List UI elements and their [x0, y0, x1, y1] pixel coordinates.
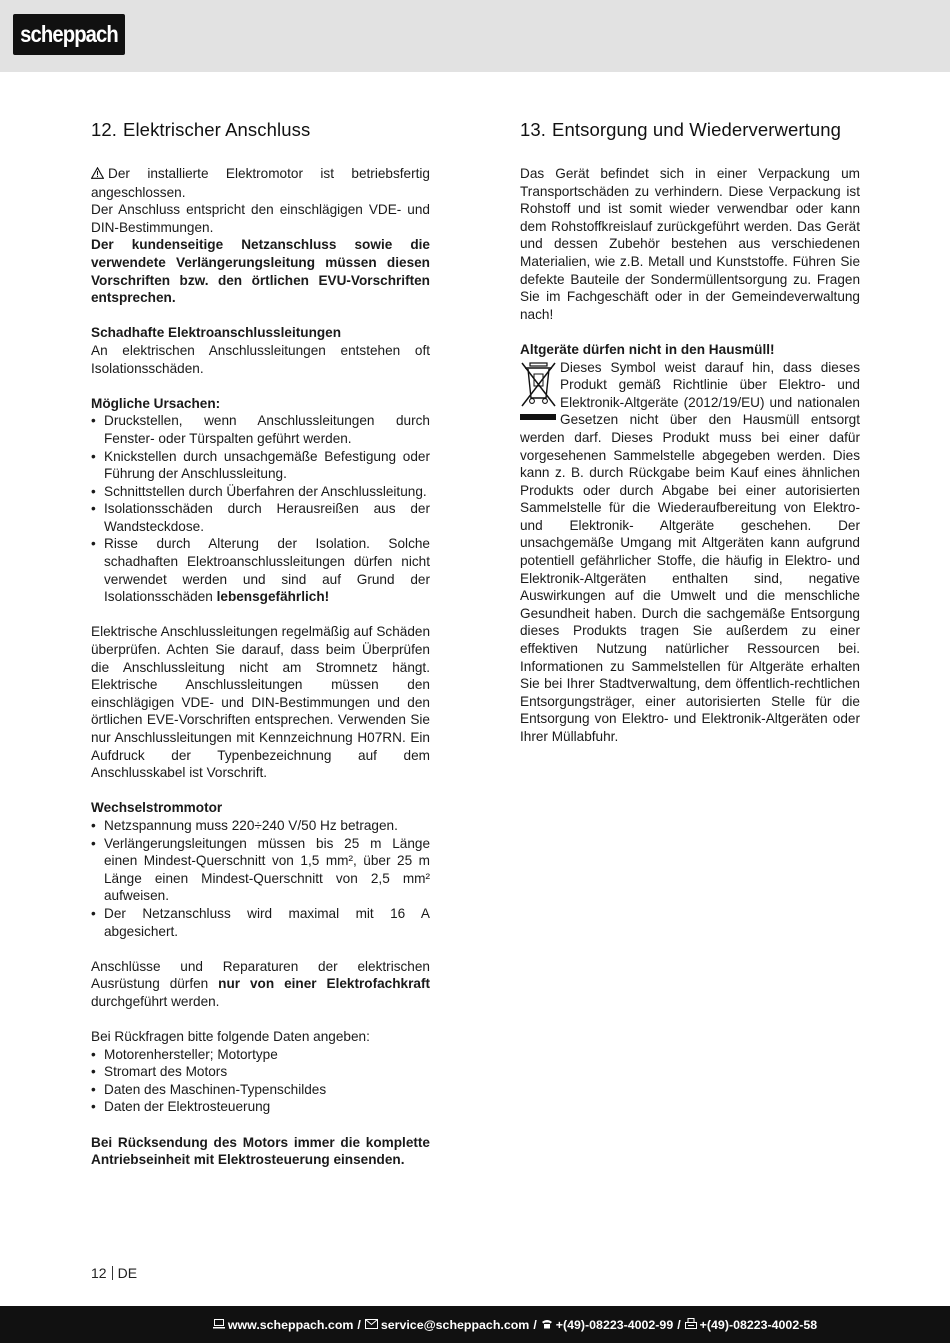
weee-title: Altgeräte dürfen nicht in den Hausmüll!	[520, 341, 775, 357]
intro-text-1: Der installierte Elektromotor ist betriebsfertig angeschlossen.	[91, 166, 430, 200]
list-item: • Knickstellen durch unsachgemäße Befestigung oder Führung der Anschlussleitung.	[91, 448, 430, 483]
intro-paragraph	[91, 165, 430, 201]
inquiry-intro: Bei Rückfragen bitte folgende Daten angeben:	[91, 1029, 370, 1045]
weee-text: Dieses Symbol weist darauf hin, dass dieses Produkt gemäß Richtlinie über Elektro- und Elektronik-Altgeräte (2012/19/EU) und nationalen Gesetzen nicht über den Hausmüll entsorgt werden darf. Dieses Produkt muss bei einer dafür vorgesehenen Sammelstelle abgegeben werden. Dies kann z. B. durch Rückgabe beim Kauf eines ähnlichen Produkts oder durch Abgabe bei einer autorisierten Sammelstelle für die Wiederaufbereitung von Elektro- und Elektronik- Altgeräte geschehen. Der unsachgemäße Umgang mit Altgeräten kann aufgrund potentiell gefährlicher Stoffe, die häufig in Elektro- und Elektronik-Altgeräten enthalten sind, negative Auswirkungen auf die Umwelt und die menschliche Gesundheit haben. Durch die sachgemäße Entsorgung dieses Produkts tragen Sie außerdem zu einer effektiven Nutzung natürlicher Ressourcen bei. Informationen zu Sammelstellen für Altgeräte erhalten Sie bei Ihrer Stadtverwaltung, dem öffentlich-rechtlichen Entsorgungsträger, einer autorisierten Stelle für die Entsorgung von Elektro- und Elektronik-Altgeräten oder Ihrer Müllabfuhr.	[520, 359, 860, 744]
header-band	[0, 0, 950, 72]
inquiry-list	[91, 1046, 430, 1116]
cause-last-bold: lebensgefährlich!	[216, 589, 330, 605]
section-electrical-connection	[91, 118, 430, 1169]
footer-phone[interactable]: +(49)-08223-4002-99	[555, 1317, 674, 1332]
heading-title: Elektrischer Anschluss	[123, 119, 311, 140]
footer-fax[interactable]: +(49)-08223-4002-58	[699, 1317, 818, 1332]
packaging-paragraph: Das Gerät befindet sich in einer Verpackung um Transportschäden zu verhindern. Diese Verpackung ist Rohstoff und ist somit wieder verwendbar oder kann dem Rohstoffkreislauf zurückgeführt werden. Das Gerät und dessen Zubehör bestehen aus verschiedenen Materialien, wie z.B. Metall und Kunststoffe. Führen Sie defekte Bauteile der Sondermüllentsorgung zu. Fragen Sie im Fachgeschäft oder in der Gemeindeverwaltung nach!	[520, 166, 860, 322]
cable-check-paragraph: Elektrische Anschlussleitungen regelmäßig auf Schäden überprüfen. Achten Sie darauf, dass beim Überprüfen die Anschlussleitung nicht am Stromnetz hängt. Elektrische Anschlussleitungen müssen den einschlägigen VDE- und DIN-Bestimmungen und den örtlichen EVE-Vorschriften entsprechen. Verwenden Sie nur Anschlussleitungen mit Kennzeichnung H07RN. Ein Aufdruck der Typenbezeichnung auf dem Anschlusskabel ist Vorschrift.	[91, 624, 430, 781]
return-motor-note: Bei Rücksendung des Motors immer die komplette Antriebseinheit mit Elektrosteuerung einsenden.	[91, 1134, 430, 1168]
mail-icon	[365, 1318, 378, 1332]
repair-text-bold: nur von einer Elektrofachkraft	[218, 976, 430, 992]
warning-icon	[91, 166, 104, 184]
brand-logo-text: scheppach	[20, 21, 118, 47]
possible-causes-list	[91, 412, 430, 606]
list-item	[91, 535, 430, 605]
list-item: • Stromart des Motors	[91, 1063, 430, 1081]
ac-motor-list	[91, 817, 430, 940]
brand-logo[interactable]	[13, 14, 125, 55]
heading-number: 13.	[520, 119, 547, 140]
footer-email-link[interactable]: service@scheppach.com	[380, 1317, 530, 1332]
list-item: • Verlängerungsleitungen müssen bis 25 m Länge einen Mindest-Querschnitt von 1,5 mm², über 25 m Länge einen Mindest-Querschnitt von 2,5 mm² aufweisen.	[91, 835, 430, 905]
page-number	[91, 1264, 137, 1282]
list-item: • Schnittstellen durch Überfahren der Anschlussleitung.	[91, 483, 430, 501]
crossed-bin-icon	[520, 361, 557, 423]
intro-bold-text: Der kundenseitige Netzanschluss sowie die verwendete Verlängerungsleitung müssen diesen Vorschriften bzw. den örtlichen EVU-Vorschriften entsprechen.	[91, 237, 430, 306]
possible-causes-title: Mögliche Ursachen:	[91, 395, 221, 411]
footer-contact-line	[0, 1306, 950, 1343]
list-item: • Daten der Elektrosteuerung	[91, 1098, 430, 1116]
heading-title: Entsorgung und Wiederverwertung	[552, 119, 842, 140]
list-item: • Der Netzanschluss wird maximal mit 16 A abgesichert.	[91, 905, 430, 940]
cause-last-text: Risse durch Alterung der Isolation. Solche schadhaften Elektroanschlussleitungen dürfen nicht verwendet werden und sind auf Grund der Isolationsschäden	[104, 536, 430, 605]
footer-separator: /	[677, 1317, 681, 1332]
repair-paragraph	[91, 958, 430, 1011]
footer-separator: /	[533, 1317, 537, 1332]
page-separator	[112, 1266, 113, 1280]
ac-motor-title: Wechselstrommotor	[91, 800, 223, 816]
section-disposal-recycling	[520, 118, 860, 746]
intro-text-2: Der Anschluss entspricht den einschlägigen VDE- und DIN-Bestimmungen.	[91, 202, 430, 235]
damaged-cables-title: Schadhafte Elektroanschlussleitungen	[91, 325, 342, 341]
list-item: • Isolationsschäden durch Herausreißen aus der Wandsteckdose.	[91, 500, 430, 535]
repair-text-post: durchgeführt werden.	[91, 993, 220, 1009]
section-13-heading	[520, 118, 860, 141]
damaged-cables-text: An elektrischen Anschlussleitungen entstehen oft Isolationsschäden.	[91, 342, 430, 376]
heading-number: 12.	[91, 119, 118, 140]
page-language: DE	[117, 1265, 138, 1281]
phone-icon	[541, 1318, 553, 1332]
page-number-value: 12	[91, 1265, 107, 1281]
list-item: • Netzspannung muss 220÷240 V/50 Hz betragen.	[91, 817, 430, 835]
computer-icon	[213, 1318, 225, 1332]
repair-text-pre: Anschlüsse und Reparaturen der elektrischen Ausrüstung dürfen	[91, 958, 430, 992]
list-item: • Druckstellen, wenn Anschlussleitungen durch Fenster- oder Türspalten geführt werden.	[91, 412, 430, 447]
section-12-heading	[91, 118, 430, 141]
list-item: • Motorenhersteller; Motortype	[91, 1046, 430, 1064]
footer-separator: /	[357, 1317, 361, 1332]
weee-bar	[520, 414, 556, 420]
footer-website-link[interactable]: www.scheppach.com	[227, 1317, 354, 1332]
fax-icon	[685, 1318, 697, 1332]
weee-paragraph	[520, 359, 860, 746]
list-item: • Daten des Maschinen-Typenschildes	[91, 1081, 430, 1099]
footer-bar	[0, 1306, 950, 1343]
